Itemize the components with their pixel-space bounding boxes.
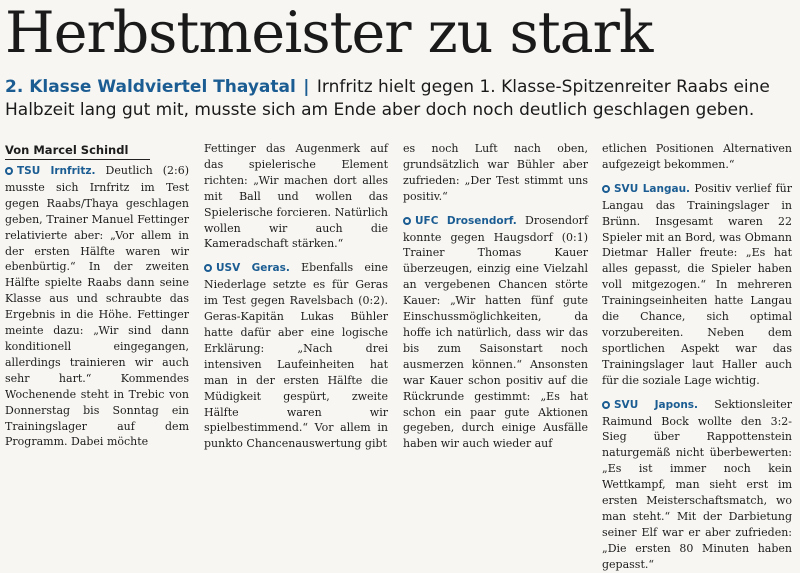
section-team-label: SVU Langau.	[602, 183, 690, 195]
deck-kicker: 2. Klasse Waldviertel Thayatal	[5, 77, 296, 97]
article-paragraph-continued: etlichen Positionen Alternativen aufgezeigt bekommen.“	[602, 142, 792, 171]
article-paragraph: UFC Drosendorf. Drosendorf konnte gegen Haugsdorf (0:1) Trainer Thomas Kauer überzeugen, einzig eine Vielzahl an vergebenen Chancen störte Kauer: „Wir hatten fünf gute Einschussmöglichkeiten, da hoffe ich natürlich, dass wir das bis zum Saisonstart noch ausmerzen können.“ Ansonsten war Kauer schon positiv auf die Rückrunde gestimmt: „Es hat schon ein paar gute Aktionen gegeben, durch einige Ausfälle haben wir auch wieder auf	[403, 213, 588, 451]
article-paragraph: SVU Langau. Positiv verlief für Langau das Trainingslager in Brünn. Insgesamt waren 22 Spieler mit an Bord, was Obmann Dietmar Haller freute: „Es hat alles gepasst, die Spieler haben voll mitgezogen.“ In mehreren Trainingseinheiten hatte Langau die Chance, sich optimal vorzubereiten. Neben dem sportlichen Aspekt war das Trainingslager laut Haller auch für die soziale Lage wichtig.	[602, 181, 792, 387]
section-team-label: SVU Japons.	[602, 399, 698, 411]
article-column-3	[403, 141, 588, 471]
article-headline: Herbstmeister zu stark	[5, 0, 653, 66]
article-paragraph: SVU Japons. Sektionsleiter Raimund Bock wollte den 3:2-Sieg über Rappottenstein naturgemäß nicht überbewerten: „Es ist immer noch kein Wettkampf, man sieht erst im ersten Meisterschaftsmatch, wo man steht.“ Mit der Darbietung seiner Elf war er aber zufrieden: „Die ersten 80 Minuten haben gepasst.“	[602, 397, 793, 571]
article-paragraph: TSU Irnfritz. Deutlich (2:6) musste sich Irnfritz im Test gegen Raabs/Thaya geschlagen geben, Trainer Manuel Fettinger relativierte aber: „Vor allem in der ersten Hälfte waren wir ebenbürtig.“ In der zweiten Hälfte spielte Raabs dann seine Klasse aus und schraubte das Ergebnis in die Höhe. Fettinger meinte dazu: „Wir sind dann konditionell eingegangen, allerdings trainieren wir auch sehr hart.“ Kommendes Wochenende steht in Trebic von Donnerstag bis Sonntag ein Trainingslager auf dem Programm. Dabei möchte	[5, 164, 189, 449]
byline: Von Marcel Schindl	[5, 141, 150, 160]
article-deck	[5, 76, 795, 122]
article-column-1	[5, 163, 189, 471]
section-team-label: USV Geras.	[204, 262, 290, 274]
article-paragraph-continued: es noch Luft nach oben, grundsätzlich war Bühler aber zufrieden: „Der Test stimmt uns positiv.“	[403, 142, 588, 203]
section-team-label: TSU Irnfritz.	[5, 165, 95, 177]
article-column-2	[204, 141, 388, 471]
section-team-label: UFC Drosendorf.	[403, 215, 517, 227]
deck-text: Irnfritz hielt gegen 1. Klasse-Spitzenreiter Raabs eine Halbzeit lang gut mit, musste sich am Ende aber doch noch deutlich geschlagen geben.	[5, 77, 770, 120]
deck-separator: |	[303, 77, 310, 97]
article-paragraph-continued: Fettinger das Augenmerk auf das spielerische Element richten: „Wir machen dort alles mit Ball und wollen das Spielerische forcieren. Natürlich wollen wir auch die Kameradschaft stärken.“	[204, 142, 388, 251]
article-paragraph: USV Geras. Ebenfalls eine Niederlage setzte es für Geras im Test gegen Ravelsbach (0:2). Geras-Kapitän Lukas Bühler hatte dafür aber eine logische Erklärung: „Nach drei intensiven Laufeinheiten hat man in der ersten Hälfte die Müdigkeit gespürt, zweite Hälfte waren wir spielbestimmend.“ Vor allem in punkto Chancenauswertung gibt	[204, 261, 388, 451]
article-column-4	[602, 141, 793, 571]
